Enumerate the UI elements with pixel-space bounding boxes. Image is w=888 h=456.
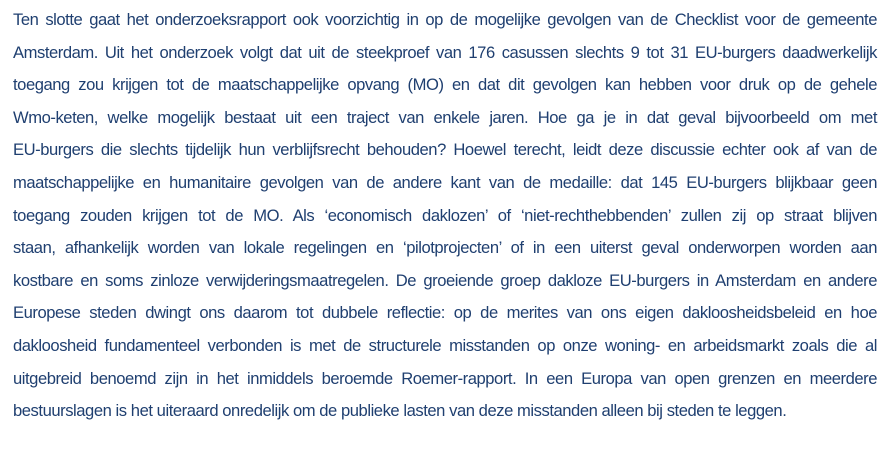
paragraph-line: maatschappelijke en humanitaire gevolgen van de andere kant van de medaille: dat 145 EU-burgers blijkbaar geen: [13, 172, 877, 192]
body-paragraph: [13, 4, 877, 428]
paragraph-line: Ten slotte gaat het onderzoeksrapport ook voorzichtig in op de mogelijke gevolgen van de Checklist voor de gemeente: [13, 10, 877, 29]
paragraph-line: uitgebreid benoemd zijn in het inmiddels beroemde Roemer-rapport. In een Europa van open grenzen en meerdere: [13, 368, 877, 388]
paragraph-line: EU-burgers die slechts tijdelijk hun verblijfsrecht behouden? Hoewel terecht, leidt deze discussie echter ook af van de: [13, 140, 877, 160]
paragraph-line: staan, afhankelijk worden van lokale regelingen en ‘pilotprojecten’ of in een uiterst geval onderworpen worden aan: [13, 238, 877, 258]
paragraph-line: toegang zouden krijgen tot de MO. Als ‘economisch daklozen’ of ‘niet-rechthebbenden’ zullen zij op straat blijven: [13, 205, 877, 225]
paragraph-line: dakloosheid fundamenteel verbonden is met de structurele misstanden op onze woning- en arbeidsmarkt zoals die al: [13, 335, 877, 355]
paragraph-line: bestuurslagen is het uiteraard onredelijk om de publieke lasten van deze misstanden alleen bij steden te leggen.: [13, 401, 787, 421]
paragraph-line: toegang zou krijgen tot de maatschappelijke opvang (MO) en dat dit gevolgen kan hebben voor druk op de gehele: [13, 75, 877, 95]
paragraph-line: Wmo-keten, welke mogelijk bestaat uit een traject van enkele jaren. Hoe ga je in dat geval bijvoorbeeld om met: [13, 107, 877, 127]
paragraph-line: Europese steden dwingt ons daarom tot dubbele reflectie: op de merites van ons eigen dakloosheidsbeleid en hoe: [13, 303, 877, 323]
paragraph-line: kostbare en soms zinloze verwijderingsmaatregelen. De groeiende groep dakloze EU-burgers in Amsterdam en andere: [13, 270, 877, 290]
paragraph-line: Amsterdam. Uit het onderzoek volgt dat uit de steekproef van 176 casussen slechts 9 tot 31 EU-burgers daadwerkelijk: [13, 42, 877, 62]
